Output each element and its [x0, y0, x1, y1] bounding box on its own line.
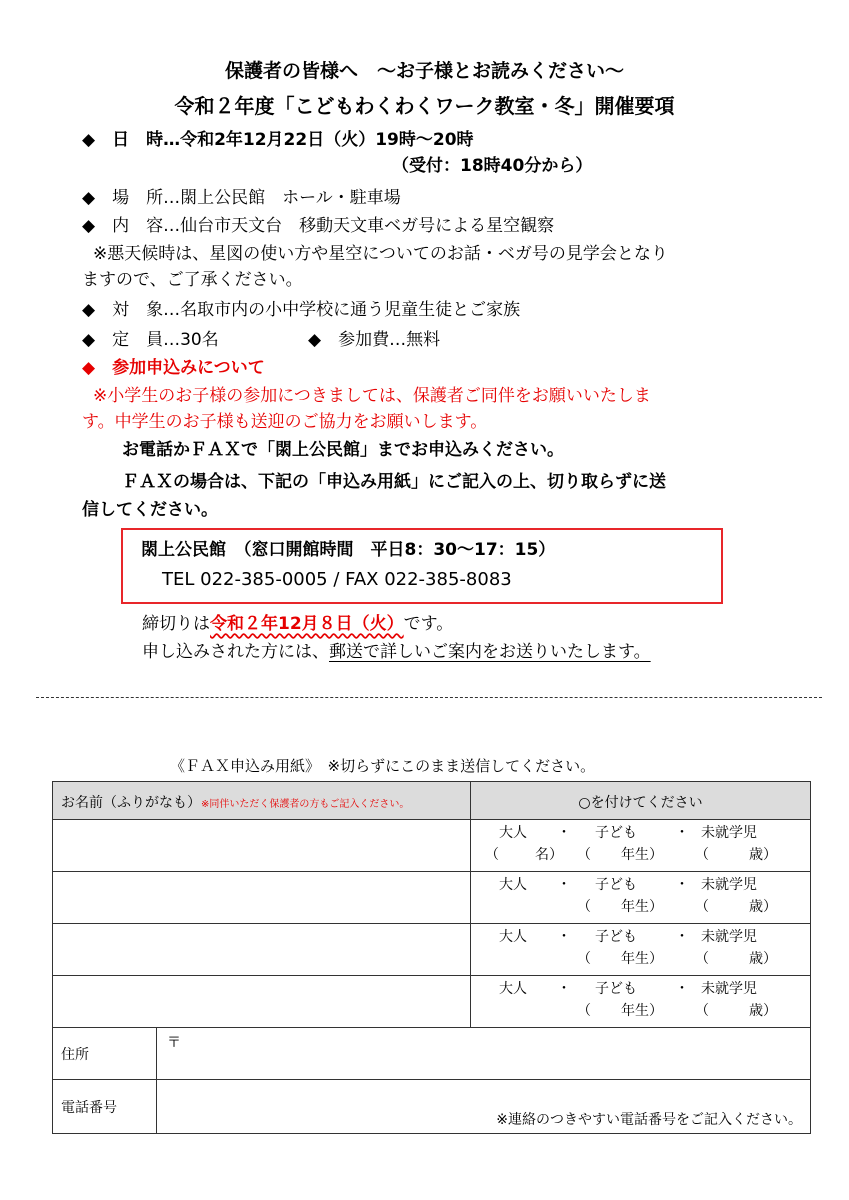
name-field[interactable] — [53, 872, 471, 924]
phone-label: 電話番号 — [61, 1099, 117, 1116]
phone-label-cell — [53, 1080, 157, 1134]
fax-form-title: 《ＦＡＸ申込み用紙》 ※切らずにこのまま送信してください。 — [170, 757, 596, 775]
name-field[interactable] — [53, 976, 471, 1028]
mail-underlined: 郵送で詳しいご案内をお送りいたします。 — [329, 642, 651, 662]
date-line: ◆ 日 時…令和2年12月22日（火）19時～20時 — [82, 130, 474, 150]
paren-open: （ — [695, 847, 710, 863]
option-adult[interactable]: 大人 — [499, 981, 528, 997]
grade-unit: 年生） — [621, 899, 664, 915]
contact-hours: 閖上公民館 （窓口開館時間 平日8：30～17：15） — [141, 540, 556, 560]
age-unit: 歳） — [749, 951, 778, 967]
paren-open: （ — [695, 1003, 710, 1019]
option-child[interactable]: 子ども — [595, 929, 638, 945]
option-child[interactable]: 子ども — [595, 877, 638, 893]
fax-instruction-line-1: ＦＡＸの場合は、下記の「申込み用紙」にご記入の上、切り取らずに送 — [122, 472, 666, 492]
option-preschool[interactable]: 未就学児 — [701, 825, 758, 841]
age-unit: 歳） — [749, 1003, 778, 1019]
address-label: 住所 — [61, 1046, 89, 1063]
cut-line — [36, 697, 822, 698]
paren-open: （ — [577, 951, 592, 967]
target-line: ◆ 対 象…名取市内の小中学校に通う児童生徒とご家族 — [82, 300, 521, 320]
option-dot: ・ — [557, 825, 572, 841]
option-adult[interactable]: 大人 — [499, 877, 528, 893]
option-dot: ・ — [675, 877, 690, 893]
contact-phone-fax: TEL 022-385-0005 / FAX 022-385-8083 — [162, 569, 512, 590]
weather-note-line-1: ※悪天候時は、星図の使い方や星空についてのお話・ベガ号の見学会となり — [93, 244, 668, 264]
mark-header: ○を付けてください — [578, 795, 703, 811]
option-child[interactable]: 子ども — [595, 825, 638, 841]
capacity-line: ◆ 定 員…30名 — [82, 330, 219, 350]
address-row — [53, 1028, 811, 1080]
paren-open: （ — [695, 951, 710, 967]
option-dot: ・ — [557, 929, 572, 945]
fee-line: ◆ 参加費…無料 — [308, 330, 441, 350]
fax-instruction-line-2: 信してください。 — [82, 500, 218, 520]
name-row — [53, 924, 811, 976]
name-row — [53, 820, 811, 872]
option-dot: ・ — [557, 877, 572, 893]
header-line-1: 保護者の皆様へ ～お子様とお読みください～ — [224, 60, 624, 82]
application-note-line-2: す。中学生のお子様も送迎のご協力をお願いします。 — [82, 412, 488, 432]
option-preschool[interactable]: 未就学児 — [701, 877, 758, 893]
name-header-cell — [53, 782, 471, 820]
option-child[interactable]: 子ども — [595, 981, 638, 997]
application-note-line-1: ※小学生のお子様の参加につきましては、保護者ご同伴をお願いいたしま — [93, 386, 651, 406]
age-unit: 歳） — [749, 847, 778, 863]
name-field[interactable] — [53, 924, 471, 976]
option-preschool[interactable]: 未就学児 — [701, 981, 758, 997]
name-row — [53, 872, 811, 924]
paren-open: （ — [577, 1003, 592, 1019]
phone-row — [53, 1080, 811, 1134]
attendee-type-cell[interactable] — [471, 872, 811, 924]
attendee-type-cell[interactable] — [471, 976, 811, 1028]
mark-header-cell — [471, 782, 811, 820]
attendee-type-cell[interactable] — [471, 820, 811, 872]
option-preschool[interactable]: 未就学児 — [701, 929, 758, 945]
form-header-row — [53, 782, 811, 820]
name-header: お名前（ふりがなも） — [61, 795, 201, 811]
option-adult[interactable]: 大人 — [499, 929, 528, 945]
phone-field[interactable] — [157, 1080, 811, 1134]
paren-open: （ — [577, 899, 592, 915]
content-line: ◆ 内 容…仙台市天文台 移動天文車ベガ号による星空観察 — [82, 216, 555, 236]
postal-mark-icon: 〒 — [167, 1035, 181, 1051]
deadline-suffix: です。 — [403, 614, 454, 634]
page-title: 令和２年度「こどもわくわくワーク教室・冬」開催要項 — [174, 94, 675, 118]
name-row — [53, 976, 811, 1028]
weather-note-line-2: ますので、ご了承ください。 — [82, 270, 303, 290]
option-dot: ・ — [675, 981, 690, 997]
deadline-line — [142, 612, 453, 636]
mail-line — [142, 640, 651, 664]
mail-prefix: 申し込みされた方には、 — [142, 642, 329, 662]
name-field[interactable] — [53, 820, 471, 872]
option-dot: ・ — [557, 981, 572, 997]
address-label-cell — [53, 1028, 157, 1080]
paren-open: （ — [695, 899, 710, 915]
name-header-note: ※同伴いただく保護者の方もご記入ください。 — [201, 799, 410, 810]
reception-line: （受付：18時40分から） — [392, 156, 593, 176]
application-heading: ◆ 参加申込みについて — [82, 358, 265, 378]
paren-open: （ — [577, 847, 592, 863]
place-line: ◆ 場 所…閖上公民館 ホール・駐車場 — [82, 188, 401, 208]
address-field[interactable] — [157, 1028, 811, 1080]
phone-note: ※連絡のつきやすい電話番号をご記入ください。 — [496, 1112, 803, 1128]
phone-fax-line: お電話かＦＡＸで「閖上公民館」までお申込みください。 — [122, 440, 564, 460]
deadline-date: 令和２年12月８日（火） — [210, 614, 404, 634]
age-unit: 歳） — [749, 899, 778, 915]
attendee-type-cell[interactable] — [471, 924, 811, 976]
option-adult[interactable]: 大人 — [499, 825, 528, 841]
grade-unit: 年生） — [621, 951, 664, 967]
option-dot: ・ — [675, 929, 690, 945]
grade-unit: 年生） — [621, 1003, 664, 1019]
option-dot: ・ — [675, 825, 690, 841]
grade-unit: 年生） — [621, 847, 664, 863]
deadline-prefix: 締切りは — [142, 614, 210, 634]
count-unit: 名） — [535, 847, 564, 863]
fax-application-form — [52, 781, 811, 1134]
paren-open: （ — [485, 847, 500, 863]
